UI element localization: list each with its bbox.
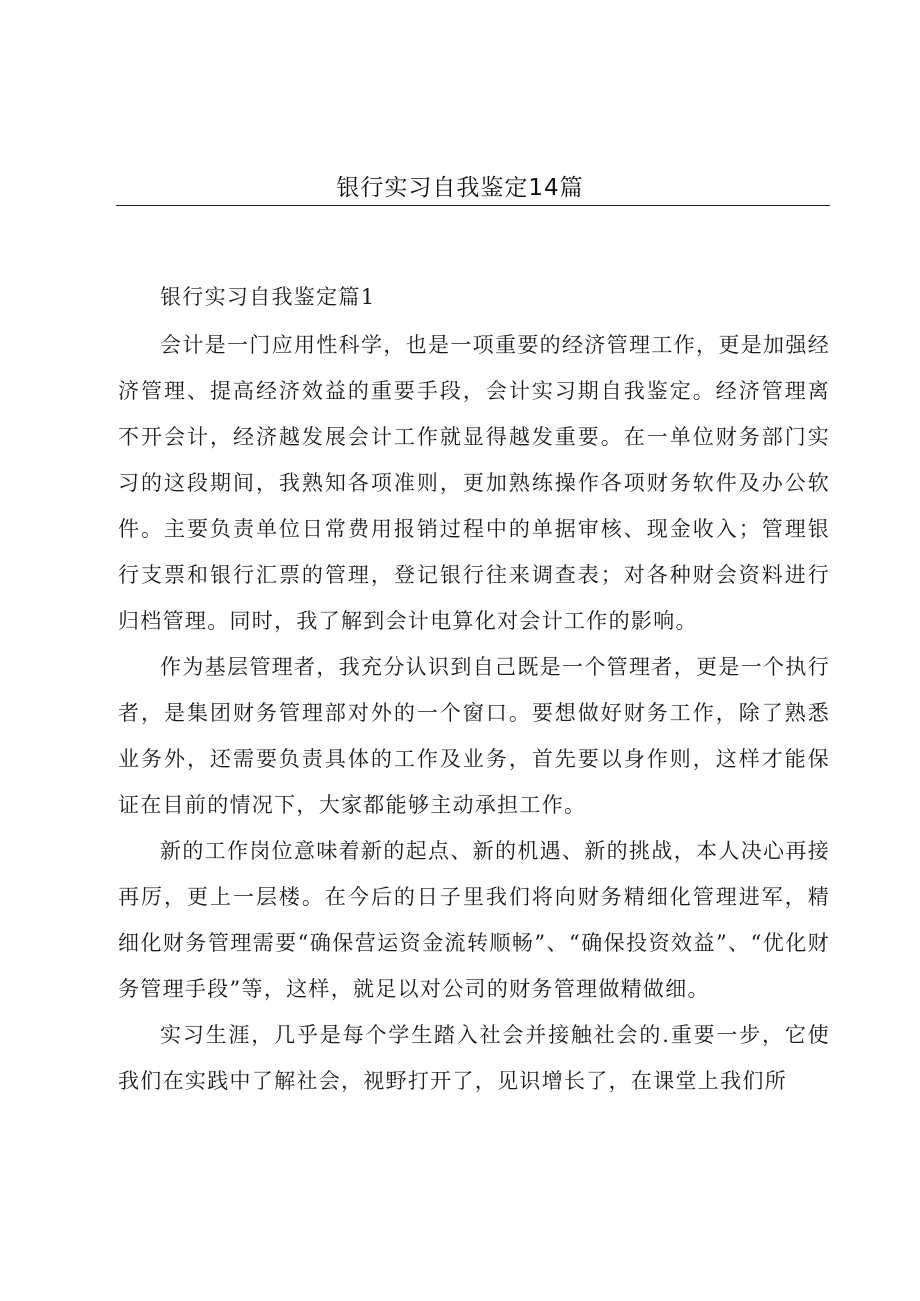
document-body [118, 274, 830, 1104]
section-heading: 银行实习自我鉴定篇1 [160, 285, 376, 309]
paragraph-1: 会计是一门应用性科学，也是一项重要的经济管理工作，更是加强经济管理、提高经济效益的重要手段，会计实习期自我鉴定。经济管理离不开会计，经济越发展会计工作就显得越发重要。在一单位财务部门实习的这段期间，我熟知各项准则，更加熟练操作各项财务软件及办公软件。主要负责单位日常费用报销过程中的单据审核、现金收入；管理银行支票和银行汇票的管理，登记银行往来调查表；对各种财会资料进行归档管理。同时，我了解到会计电算化对会计工作的影响。 [118, 333, 830, 633]
paragraph-3: 新的工作岗位意味着新的起点、新的机遇、新的挑战，本人决心再接再厉，更上一层楼。在今后的日子里我们将向财务精细化管理进军，精细化财务管理需要“确保营运资金流转顺畅”、“确保投资效益”、“优化财务管理手段”等，这样，就足以对公司的财务管理做精做细。 [118, 839, 830, 1001]
title-underline [116, 205, 830, 206]
paragraph-2: 作为基层管理者，我充分认识到自己既是一个管理者，更是一个执行者，是集团财务管理部对外的一个窗口。要想做好财务工作，除了熟悉业务外，还需要负责具体的工作及业务，首先要以身作则，这样才能保证在目前的情况下，大家都能够主动承担工作。 [118, 655, 830, 817]
paragraph-4: 实习生涯，几乎是每个学生踏入社会并接触社会的.重要一步，它使我们在实践中了解社会，视野打开了，见识增长了，在课堂上我们所 [118, 1023, 830, 1093]
document-title: 银行实习自我鉴定14篇 [336, 175, 584, 201]
